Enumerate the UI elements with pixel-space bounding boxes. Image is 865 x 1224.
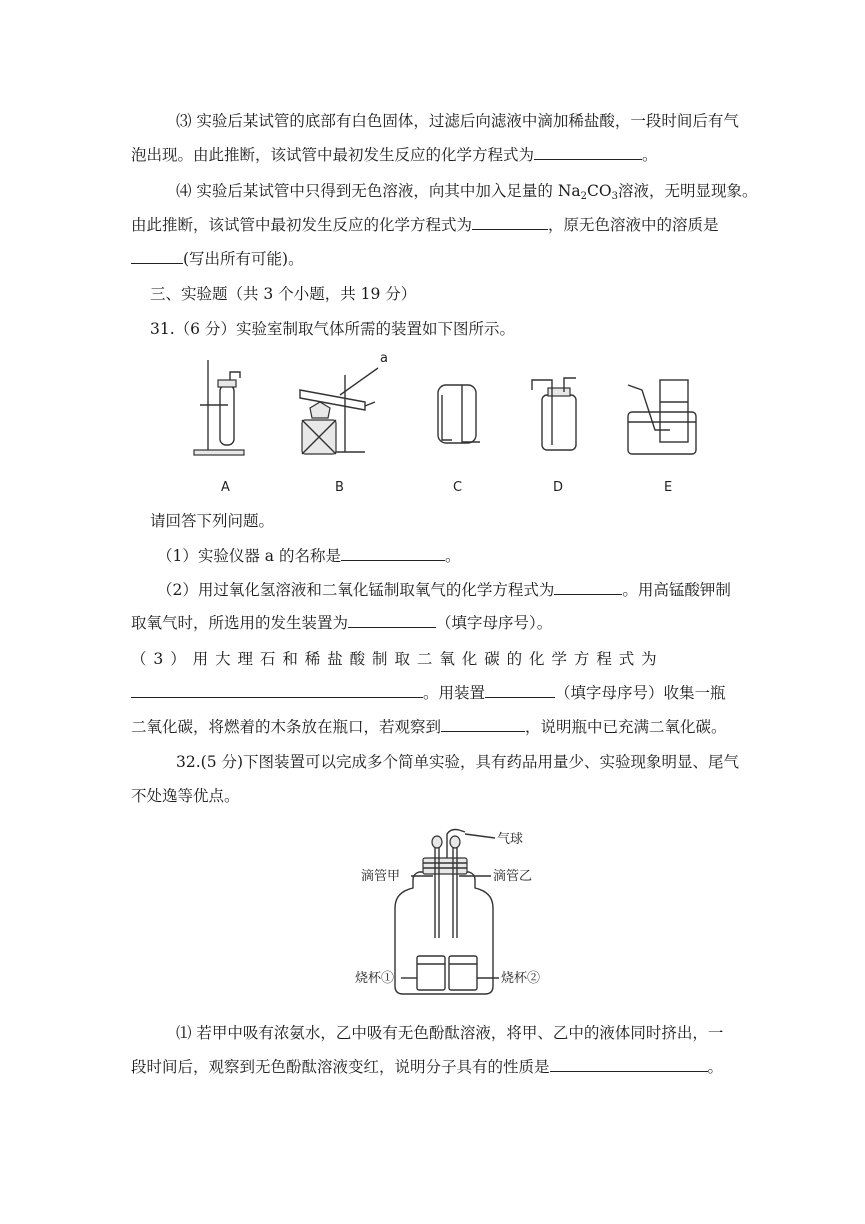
q32-intro-line2: 不处逸等优点。 (131, 787, 240, 805)
q31-part3-line3 (131, 716, 727, 738)
dropper-a-label: 滴管甲 (361, 869, 401, 884)
beaker-2-label: 烧杯② (501, 971, 541, 986)
label-B: B (335, 480, 344, 495)
answer-blank[interactable] (485, 683, 555, 698)
q31-part2-line1 (157, 579, 731, 601)
q30-part3-line1: ⑶ 实验后某试管的底部有白色固体，过滤后向滤液中滴加稀盐酸，一段时间后有气 (176, 112, 739, 130)
answer-blank[interactable] (472, 215, 548, 230)
subscript-2: 2 (580, 191, 588, 202)
q31-part2-text: （2）用过氧化氢溶液和二氧化锰制取氧气的化学方程式为 (157, 581, 555, 599)
section-heading: 三、实验题（共 3 个小题，共 19 分） (150, 285, 417, 303)
q31-part3-line1: （ 3 ） 用 大 理 石 和 稀 盐 酸 制 取 二 氧 化 碳 的 化 学 方 程 式 为 (131, 650, 657, 668)
q30-part4-text: ⑷ 实验后某试管中只得到无色溶液，向其中加入足量的 Na (176, 182, 581, 200)
bottle-apparatus-figure (355, 828, 555, 998)
q31-part2-line2-text: 取氧气时，所选用的发生装置为 (131, 614, 349, 632)
q30-part4-line3-text: (写出所有可能)。 (183, 250, 304, 268)
q31-part1-text: （1）实验仪器 a 的名称是 (157, 547, 341, 565)
label-C: C (453, 480, 463, 495)
q31-part2-line2-end: （填字母序号）。 (436, 614, 553, 632)
q30-part4-line2 (131, 214, 719, 236)
q32-intro-line1: 32.(5 分)下图装置可以完成多个简单实验，具有药品用量少、实验现象明显、尾气 (176, 753, 740, 771)
q30-part4-line1 (176, 180, 758, 208)
beaker-1-label: 烧杯① (355, 971, 395, 986)
q31-part3-line3-end: ，说明瓶中已充满二氧化碳。 (525, 718, 727, 736)
balloon-label: 气球 (497, 832, 524, 847)
q31-part1-end: 。 (444, 547, 461, 565)
q31-part3-line2-end: （填字母序号）收集一瓶 (555, 684, 726, 702)
q30-part4-line3 (131, 248, 304, 270)
q32-part1-line2-text: 段时间后，观察到无色酚酞溶液变红，说明分子具有的性质是 (131, 1058, 550, 1076)
label-E: E (664, 480, 673, 495)
q30-part3-text: 泡出现。由此推断，该试管中最初发生反应的化学方程式为 (131, 146, 535, 164)
answer-blank[interactable] (441, 717, 525, 732)
bottle-icon (395, 830, 493, 995)
apparatus-figure (180, 350, 700, 500)
leader-line (465, 834, 495, 838)
label-a: a (380, 351, 388, 366)
q31-intro: 31.（6 分）实验室制取气体所需的装置如下图所示。 (150, 320, 515, 338)
answer-blank[interactable] (554, 580, 622, 595)
q31-prompt: 请回答下列问题。 (150, 512, 275, 530)
q30-part3-line2 (131, 144, 658, 166)
answer-blank[interactable] (131, 249, 183, 264)
answer-blank[interactable] (348, 613, 436, 628)
q32-part1-line1: ⑴ 若甲中吸有浓氨水，乙中吸有无色酚酞溶液，将甲、乙中的液体同时挤出，一 (176, 1024, 724, 1042)
q31-part3-line2-text: 。用装置 (423, 684, 486, 702)
answer-blank[interactable] (550, 1057, 708, 1072)
subscript-3: 3 (611, 191, 618, 202)
apparatus-d-icon (532, 378, 576, 450)
q31-part2-text-end: 。用高锰酸钾制 (622, 581, 731, 599)
q32-part1-line2 (131, 1056, 723, 1078)
label-D: D (553, 480, 564, 495)
label-A: A (221, 480, 230, 495)
apparatus-b-icon (300, 368, 378, 454)
q30-part3-end: 。 (642, 146, 658, 164)
dropper-b-label: 滴管乙 (493, 869, 533, 884)
answer-blank[interactable] (534, 145, 642, 160)
q31-part1 (157, 545, 460, 567)
apparatus-c-icon (438, 385, 480, 443)
answer-blank[interactable] (341, 546, 445, 561)
formula-co: CO (587, 182, 612, 200)
apparatus-e-icon (628, 380, 696, 454)
q31-part3-line3-text: 二氧化碳，将燃着的木条放在瓶口，若观察到 (131, 718, 442, 736)
q30-part4-line2-text: 由此推断，该试管中最初发生反应的化学方程式为 (131, 216, 473, 234)
q31-part2-line2 (131, 612, 552, 634)
answer-blank[interactable] (131, 683, 423, 698)
q30-part4-line2-end: ，原无色溶液中的溶质是 (548, 216, 719, 234)
q32-part1-line2-end: 。 (707, 1058, 724, 1076)
q31-part3-line2 (131, 682, 726, 704)
apparatus-a-icon (194, 360, 244, 455)
q30-part4-text-end: 溶液，无明显现象。 (618, 182, 758, 200)
